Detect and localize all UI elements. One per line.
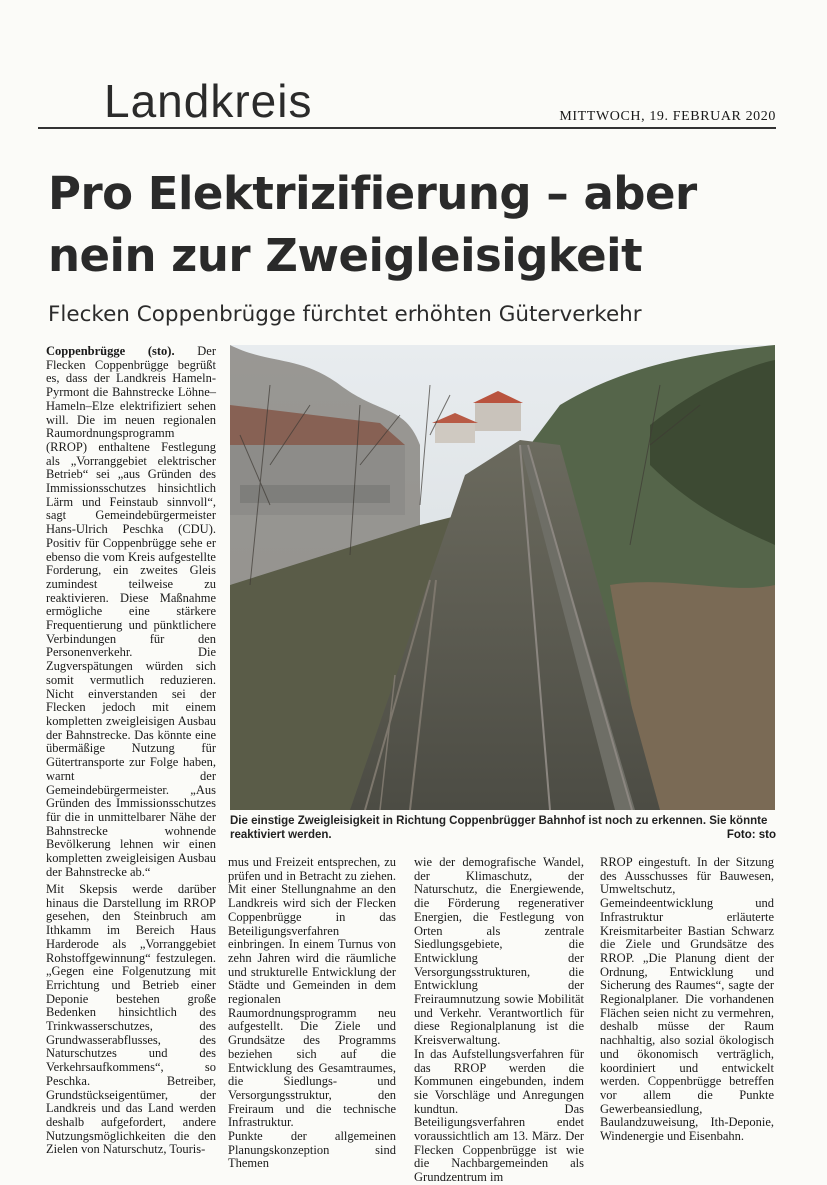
photo-caption: Die einstige Zweigleisigkeit in Richtung Coppenbrügger Bahnhof ist noch zu erkennen. Sie könnte reaktiviert werden.	[230, 815, 768, 841]
header-rule	[38, 127, 776, 129]
headline-line-1: Pro Elektrizifierung – aber	[48, 167, 697, 220]
headline	[48, 163, 788, 287]
railway-photo-image	[230, 345, 775, 810]
article-column-3: wie der demografische Wandel, der Klimaschutz, der Naturschutz, die Energiewende, die Förderung regenerativer Energien, die Festlegung von Orten als zentrale Siedlungsgebiete, die Entwicklung der Versorgungsstrukturen, die Entwicklung der Freiraumnutzung sowie Mobilität und Verkehr. Verantwortlich für diese Regionalplanung ist die Kreisverwaltung. In das Aufstellungsverfahren für das RROP werden die Kommunen eingebunden, indem sie Vorschläge und Anregungen kundtun. Das Beteiligungsverfahren endet voraussichtlich am 13. März. Der Flecken Coppenbrügge ist wie die Nachbargemeinden als Grundzentrum im	[414, 855, 584, 1185]
headline-line-2: nein zur Zweigleisigkeit	[48, 229, 643, 282]
article-column-1-bottom: Mit Skepsis werde darüber hinaus die Darstellung im RROP gesehen, den Steinbruch am Ithkamm im Bereich Haus Harderode als „Vorranggebiet Rohstoffgewinnung“ festzulegen. „Gegen eine Folgenutzung mit Errichtung und Betrieb einer Deponie bestehen große Bedenken hinsichtlich des Trinkwasserschutzes, des Grundwasserabflusses, des Naturschutzes und des Verkehrsaufkommens“, so Peschka. Betreiber, Grundstückseigentümer, der Landkreis und das Land werden deshalb aufgefordert, andere Nutzungsmöglichkeiten die den Zielen von Naturschutz, Touris-	[46, 882, 216, 1157]
article-column-1-top	[46, 345, 216, 879]
article-text-col1-top: Der Flecken Coppenbrügge begrüßt es, dass der Landkreis Hameln-Pyrmont die Bahnstrecke Löhne–Hameln–Elze elektrifiziert sehen will. Die im neuen regionalen Raumordnungsprogramm (RROP) enthaltene Festlegung als „Vorranggebiet elektrischer Betrieb“ sei „aus Gründen des Immissionsschutzes hinsichtlich Lärm und Feinstaub sinnvoll“, sagt Gemeindebürgermeister Hans-Ulrich Peschka (CDU). Positiv für Coppenbrügge sehe er ebenso die vom Kreis aufgestellte Forderung, ein zweites Gleis zumindest teilweise zu reaktivieren. Diese Maßnahme ermögliche eine stärkere Frequentierung und pünktlichere Verbindungen für den Personenverkehr. Die Zugverspätungen würden sich somit vermutlich reduzieren. Nicht einverstanden sei der Flecken jedoch mit einem kompletten zweigleisigen Ausbau der Bahnstrecke. Das könnte eine übermäßige Nutzung für Gütertransporte zur Folge haben, warnt der Gemeindebürgermeister. „Aus Gründen des Immissionsschutzes für die in unmittelbarer Nähe der Bahnstrecke wohnende Bevölkerung lehnen wir einen kompletten zweigleisigen Ausbau der Bahnstrecke ab.“	[46, 344, 216, 879]
issue-date: MITTWOCH, 19. FEBRUAR 2020	[559, 109, 776, 124]
section-title: Landkreis	[104, 75, 313, 127]
article-column-2: mus und Freizeit entsprechen, zu prüfen und in Betracht zu ziehen. Mit einer Stellungnahme an den Landkreis wird sich der Flecken Coppenbrügge in das Beteiligungsverfahren einbringen. In einem Turnus von zehn Jahren wird die räumliche und strukturelle Entwicklung der Städte und Gemeinden in dem regionalen Raumordnungsprogramm neu aufgestellt. Die Ziele und Grundsätze des Programms beziehen sich auf die Entwicklung des Gesamtraumes, die Siedlungs- und Versorgungsstruktur, den Freiraum und die technische Infrastruktur. Punkte der allgemeinen Planungskonzeption sind Themen	[228, 855, 396, 1171]
dateline: Coppenbrügge (sto).	[46, 344, 175, 358]
photo-credit: Foto: sto	[726, 829, 776, 841]
subheadline: Flecken Coppenbrügge fürchtet erhöhten Güterverkehr	[48, 302, 642, 327]
railway-photo	[230, 345, 775, 810]
article-column-4: RROP eingestuft. In der Sitzung des Ausschusses für Bauwesen, Umweltschutz, Gemeindeentwicklung und Infrastruktur erläuterte Kreismitarbeiter Bastian Schwarz die Ziele und Grundsätze des RROP. „Die Planung dient der Ordnung, Entwicklung und Sicherung des Raumes“, sagte der Regionalplaner. Die vorhandenen Flächen seien nicht zu vermehren, deshalb müsse der Raum nachhaltig, also sozial ökologisch und ökonomisch verträglich, koordiniert und entwickelt werden. Coppenbrügge betreffen vor allem die Punkte Gewerbeansiedlung, Baulandzuweisung, Ith-Deponie, Windenergie und Eisenbahn.	[600, 855, 774, 1144]
